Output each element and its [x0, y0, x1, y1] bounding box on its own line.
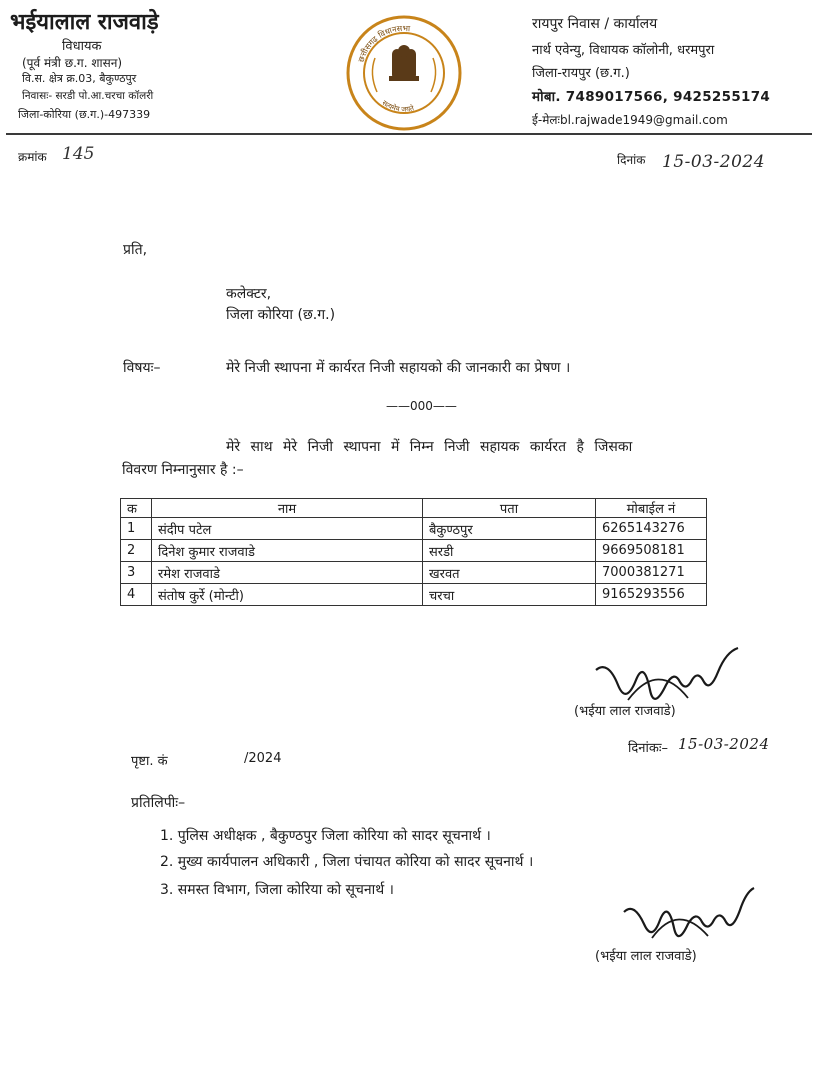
cell-address: खरवत	[423, 562, 596, 584]
table-row	[121, 584, 707, 606]
header-name: नाम	[152, 499, 423, 518]
former-post: (पूर्व मंत्री छ.ग. शासन)	[22, 56, 123, 70]
cell-address: बैकुण्ठपुर	[423, 518, 596, 540]
signature-icon	[618, 880, 758, 956]
header-mobile: मोबाईल नं	[596, 499, 707, 518]
cell-name: संदीप पटेल	[152, 518, 423, 540]
reference-label: क्रमांक	[18, 150, 47, 164]
subject-text: मेरे निजी स्थापना में कार्यरत निजी सहायको की जानकारी का प्रेषण ।	[226, 360, 571, 376]
office-title: रायपुर निवास / कार्यालय	[532, 16, 658, 32]
table-row	[121, 540, 707, 562]
endorsement-date-label: दिनांकः–	[628, 741, 668, 756]
cell-mobile: 7000381271	[596, 562, 707, 584]
cell-name: दिनेश कुमार राजवाडे	[152, 540, 423, 562]
copy-item: 2. मुख्य कार्यपालन अधिकारी , जिला पंचायत कोरिया को सादर सूचनार्थ ।	[160, 854, 534, 870]
phone-numbers: मोबा. 7489017566, 9425255174	[532, 89, 771, 105]
letter-date: 15-03-2024	[662, 152, 766, 172]
cell-address: सरडी	[423, 540, 596, 562]
copy-to-label: प्रतिलिपीः–	[131, 795, 186, 811]
cell-serial: 4	[121, 584, 152, 606]
table-header-row	[121, 499, 707, 518]
cell-mobile: 9669508181	[596, 540, 707, 562]
endorsement-label: पृष्टा. कं	[131, 754, 168, 769]
copy-item: 1. पुलिस अधीक्षक , बैकुण्ठपुर जिला कोरिया को सादर सूचनार्थ ।	[160, 828, 491, 844]
header-address: पता	[423, 499, 596, 518]
svg-text:छत्तीसगढ़ विधानसभा: छत्तीसगढ़ विधानसभा	[356, 23, 411, 64]
cell-name: संतोष कुर्रे (मोन्टी)	[152, 584, 423, 606]
copy-item: 3. समस्त विभाग, जिला कोरिया को सूचनार्थ ।	[160, 882, 394, 898]
reference-number: 145	[62, 144, 95, 164]
table-row	[121, 518, 707, 540]
constituency: वि.स. क्षेत्र क्र.03, बैकुण्ठपुर	[22, 72, 137, 85]
mla-name: भईयालाल राजवाड़े	[10, 10, 159, 35]
office-address-line-1: नार्थ एवेन्यु, विधायक कॉलोनी, धरमपुरा	[532, 43, 715, 58]
mla-title: विधायक	[62, 39, 102, 54]
cell-address: चरचा	[423, 584, 596, 606]
header-serial: क	[121, 499, 152, 518]
paragraph-line-1: मेरे साथ मेरे निजी स्थापना में निम्न निजी सहायक कार्यरत है जिसका	[226, 439, 633, 455]
cell-serial: 3	[121, 562, 152, 584]
addressee-line-1: कलेक्टर,	[226, 286, 272, 302]
endorsement-number: /2024	[244, 751, 282, 766]
cell-serial: 2	[121, 540, 152, 562]
date-label: दिनांक	[617, 153, 646, 167]
to-label: प्रति,	[123, 242, 148, 258]
addressee-line-2: जिला कोरिया (छ.ग.)	[226, 307, 336, 323]
subject-label: विषयः–	[123, 360, 161, 376]
endorsement-date: 15-03-2024	[678, 735, 770, 753]
paragraph-line-2: विवरण निम्नानुसार है :–	[122, 462, 244, 478]
letterhead-divider	[6, 133, 812, 135]
assembly-emblem-icon	[345, 14, 463, 132]
signatory-name-2: (भईया लाल राजवाडे)	[595, 949, 697, 964]
section-separator: ——000——	[386, 399, 457, 413]
cell-mobile: 9165293556	[596, 584, 707, 606]
district-pin: जिला-कोरिया (छ.ग.)-497339	[18, 108, 151, 121]
cell-name: रमेश राजवाडे	[152, 562, 423, 584]
cell-mobile: 6265143276	[596, 518, 707, 540]
table-row	[121, 562, 707, 584]
svg-text:सत्यमेव जयते: सत्यमेव जयते	[380, 98, 415, 114]
signatory-name-1: (भईया लाल राजवाडे)	[574, 704, 676, 719]
cell-serial: 1	[121, 518, 152, 540]
assistants-table	[120, 498, 707, 606]
office-address-line-2: जिला-रायपुर (छ.ग.)	[532, 66, 630, 81]
residence-address: निवासः- सरडी पो.आ.चरचा कॉलरी	[22, 90, 154, 102]
email-address: ई-मेलःbl.rajwade1949@gmail.com	[532, 113, 728, 127]
